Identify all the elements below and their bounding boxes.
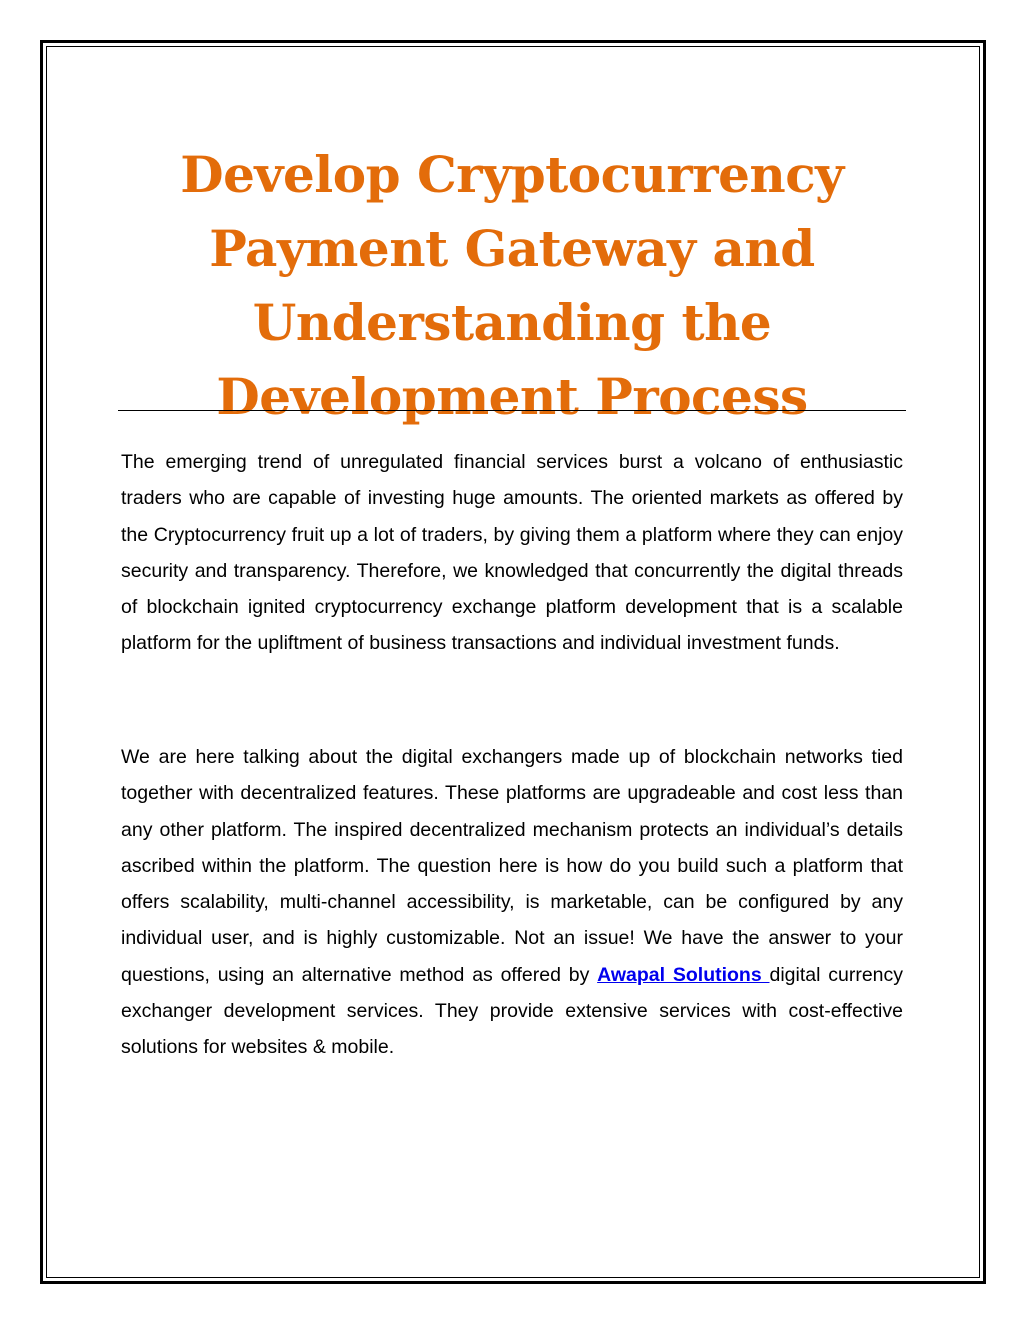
title-line-4: Development Process [216, 367, 808, 426]
title-line-1: Develop Cryptocurrency [180, 145, 844, 204]
paragraph-2 [121, 739, 903, 1066]
paragraph-2-text-after-link: digital currency exchanger development services. They provide extensive services with cost-effective solutions for websites & mobile. [121, 963, 904, 1059]
document-title [118, 138, 906, 434]
title-line-2: Payment Gateway and [209, 219, 815, 278]
paragraph-2-text-before-link: We are here talking about the digital exchangers made up of blockchain networks tied together with decentralized features. These platforms are upgradeable and cost less than any other platform. The inspired decentralized mechanism protects an individual’s details ascribed within the platform. The question here is how do you build such a platform that offers scalability, multi-channel accessibility, is marketable, can be configured by any individual user, and is highly customizable. Not an issue! We have the answer to your questions, using an alternative method as offered by [121, 746, 903, 986]
paragraph-1: The emerging trend of unregulated financial services burst a volcano of enthusiastic traders who are capable of investing huge amounts. The oriented markets as offered by the Cryptocurrency fruit up a lot of traders, by giving them a platform where they can enjoy security and transparency. Therefore, we knowledged that concurrently the digital threads of blockchain ignited cryptocurrency exchange platform development that is a scalable platform for the upliftment of business transactions and individual investment funds. [121, 451, 903, 655]
title-line-3: Understanding the [252, 293, 772, 352]
title-underline-rule [118, 410, 906, 411]
awapal-solutions-link[interactable]: Awapal Solutions [597, 963, 770, 986]
